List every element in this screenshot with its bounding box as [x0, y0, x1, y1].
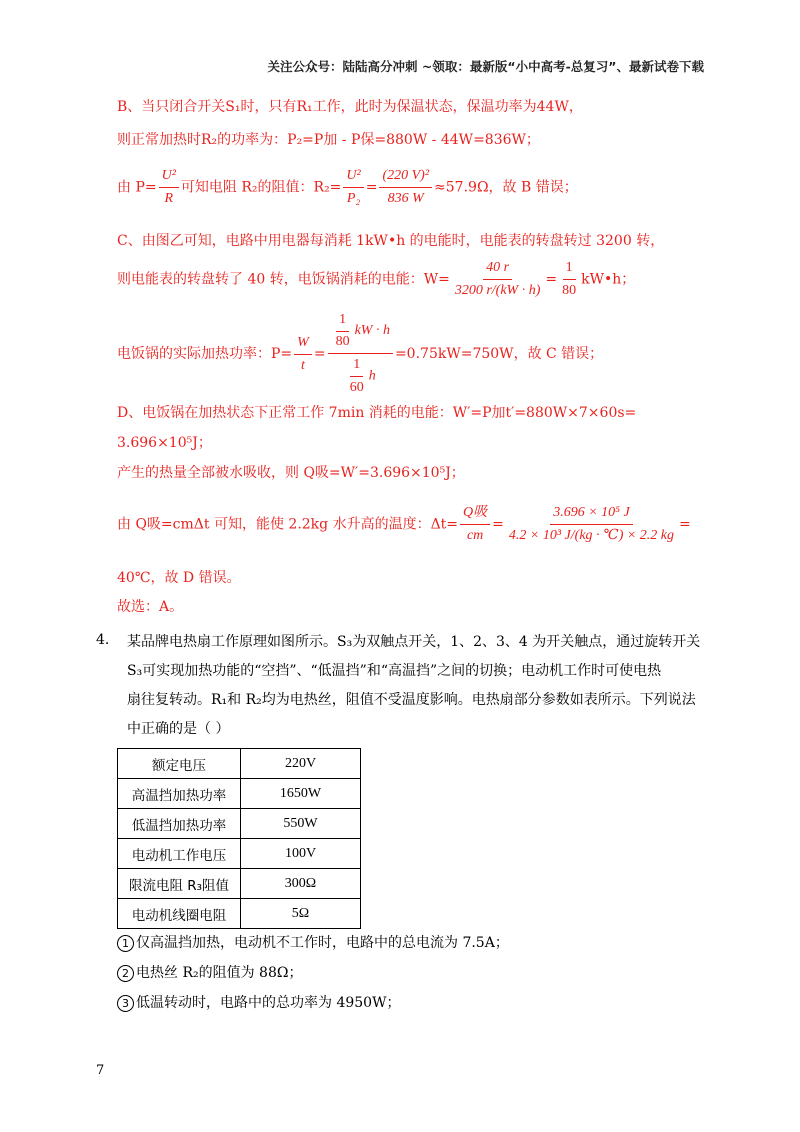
table-cell-label: 电动机工作电压	[118, 839, 241, 869]
table-cell-value: 550W	[241, 809, 361, 839]
frac-num: 40 r	[483, 258, 512, 280]
solution-b-formula	[117, 166, 578, 209]
solution-d-formula	[117, 503, 691, 546]
option-2	[117, 963, 302, 983]
frac-num: (220 V)²	[379, 166, 432, 188]
frac-num: U²	[343, 166, 363, 188]
frac-den: 4.2 × 10³ J/(kg · ℃) × 2.2 kg	[508, 528, 675, 543]
b3-pre: 由 P=	[117, 179, 157, 196]
table-cell-value: 5Ω	[241, 899, 361, 929]
c3-pre: 电饭锅的实际加热功率：P=	[117, 346, 293, 362]
table-row	[118, 899, 361, 929]
frac-num: U²	[159, 166, 179, 188]
table-row	[118, 839, 361, 869]
frac-den: P₂	[346, 191, 361, 206]
solution-c-line1: C、由图乙可知，电路中用电器每消耗 1kW•h 的电能时，电能表的转盘转过 3200 转，	[117, 233, 665, 249]
table-cell-label: 低温挡加热功率	[118, 809, 241, 839]
frac-num: 1	[336, 310, 349, 332]
solution-d-line5: 40℃，故 D 错误。	[117, 570, 241, 586]
question-line2: S₃可实现加热功能的“空挡”、“低温挡”和“高温挡”之间的切换；电动机工作时可使电热	[127, 663, 662, 679]
d4-post: =	[679, 516, 691, 533]
b3-post: ≈57.9Ω，故 B 错误；	[434, 179, 578, 196]
unit: h	[368, 368, 376, 384]
parameter-table	[117, 748, 361, 929]
table-cell-label: 限流电阻 R₃阻值	[118, 869, 241, 899]
unit: kW · h	[354, 323, 390, 339]
frac-den: 836 W	[387, 191, 424, 206]
c2-pre: 则电能表的转盘转了 40 转，电饭锅消耗的电能：W=	[117, 271, 450, 288]
table-cell-value: 1650W	[241, 779, 361, 809]
fraction-w-over-t	[294, 333, 312, 376]
solution-b-line2: 则正常加热时R₂的功率为：P₂=P加 - P保=880W - 44W=836W；	[117, 132, 540, 148]
table-cell-value: 100V	[241, 839, 361, 869]
question-line1: 某品牌电热扇工作原理如图所示。S₃为双触点开关，1、2、3、4 为开关触点，通过旋转开关	[127, 634, 701, 650]
option-3	[117, 993, 400, 1013]
solution-c-formula1	[117, 258, 635, 301]
compound-num	[328, 310, 393, 354]
d4-eq: =	[492, 516, 504, 533]
table-row	[118, 749, 361, 779]
circled-number: 2	[117, 965, 134, 982]
b3-eq: =	[365, 179, 378, 196]
fraction-u2-over-p2	[343, 166, 363, 209]
answer-line: 故选：A。	[117, 599, 184, 615]
c2-eq: =	[545, 271, 558, 288]
frac-den: cm	[466, 528, 484, 543]
fraction-40r	[452, 258, 544, 301]
frac-num: W	[294, 333, 312, 355]
option-text: 电热丝 R₂的阻值为 88Ω；	[136, 965, 303, 981]
fraction-1-over-80	[333, 310, 353, 352]
option-text: 仅高温挡加热，电动机不工作时，电路中的总电流为 7.5A；	[136, 935, 509, 951]
page-number: 7	[96, 1063, 105, 1078]
solution-d-line1: D、电饭锅在加热状态下正常工作 7min 消耗的电能：W′=P加t′=880W×7×60s=	[117, 405, 637, 421]
fraction-temperature	[506, 503, 677, 546]
circled-number: 3	[117, 995, 134, 1012]
table-row	[118, 809, 361, 839]
frac-den: 60	[349, 380, 364, 395]
c3-eq: =	[313, 346, 326, 362]
b3-mid: 可知电阻 R₂的阻值：R₂=	[180, 179, 342, 196]
compound-den	[342, 354, 379, 398]
frac-num: Q吸	[460, 503, 490, 525]
solution-b-line1: B、当只闭合开关S₁时，只有R₁工作，此时为保温状态，保温功率为44W，	[117, 99, 583, 115]
fraction-1-over-80	[559, 258, 579, 301]
fraction-1-over-60	[347, 355, 367, 398]
option-1	[117, 933, 509, 953]
fraction-u2-over-r	[159, 166, 179, 209]
compound-fraction	[328, 310, 393, 398]
solution-d-line3: 产生的热量全部被水吸收，则 Q吸=W′=3.696×10⁵J；	[117, 465, 465, 481]
table-cell-value: 300Ω	[241, 869, 361, 899]
frac-num: 1	[563, 258, 576, 280]
frac-num: 3.696 × 10⁵ J	[550, 503, 633, 525]
table-row	[118, 779, 361, 809]
d4-pre: 由 Q吸=cmΔt 可知，能使 2.2kg 水升高的温度：Δt=	[117, 516, 459, 533]
question-line4: 中正确的是（ ）	[127, 721, 230, 737]
frac-den: t	[301, 357, 305, 373]
page-header: 关注公众号：陆陆高分冲刺 ~领取：最新版“小中高考-总复习”、最新试卷下载	[267, 59, 704, 74]
solution-d-line2: 3.696×10⁵J；	[117, 435, 212, 451]
c3-post: =0.75kW=750W，故 C 错误；	[394, 346, 604, 362]
question-line3: 扇往复转动。R₁和 R₂均为电热丝，阻值不受温度影响。电热扇部分参数如表所示。下列说法	[127, 692, 696, 708]
frac-den: R	[164, 191, 174, 206]
table-cell-label: 电动机线圈电阻	[118, 899, 241, 929]
circled-number: 1	[117, 935, 134, 952]
frac-den: 80	[562, 283, 577, 298]
frac-num: 1	[350, 355, 363, 377]
fraction-q-over-cm	[460, 503, 490, 546]
table-cell-value: 220V	[241, 749, 361, 779]
table-cell-label: 额定电压	[118, 749, 241, 779]
option-text: 低温转动时，电路中的总功率为 4950W；	[136, 995, 401, 1011]
frac-den: 3200 r/(kW · h)	[454, 283, 541, 298]
c2-post: kW•h；	[581, 271, 636, 288]
frac-den: 80	[335, 334, 350, 349]
solution-c-formula2	[117, 310, 603, 398]
question-number: 4.	[96, 632, 110, 648]
fraction-220-over-836	[379, 166, 432, 209]
table-cell-label: 高温挡加热功率	[118, 779, 241, 809]
table-row	[118, 869, 361, 899]
